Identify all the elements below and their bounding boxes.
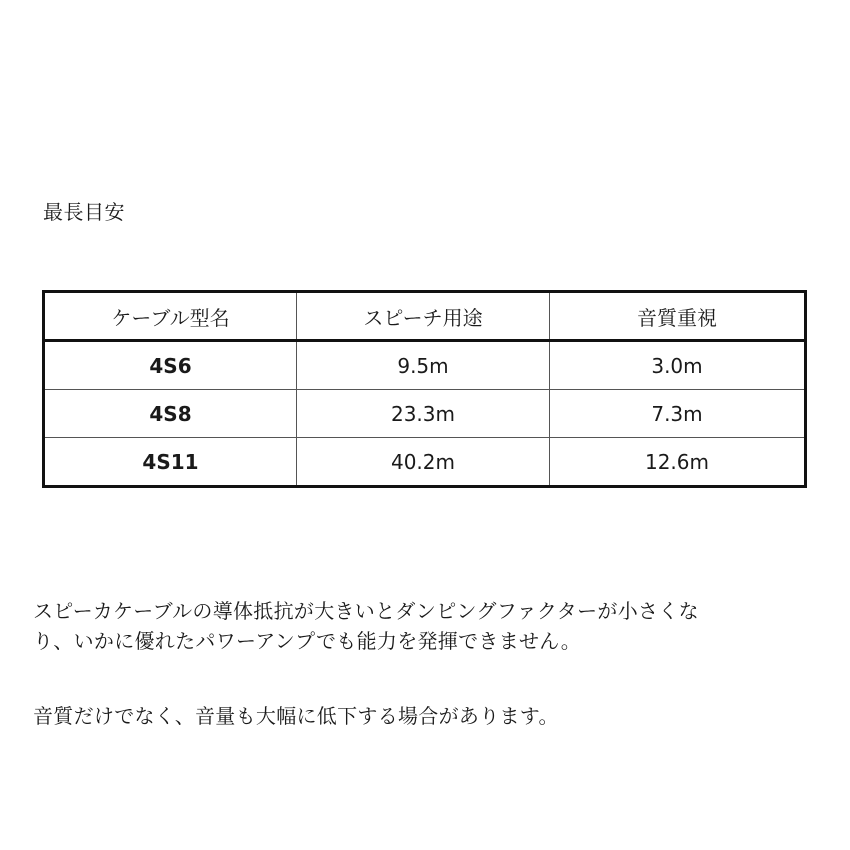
table-row bbox=[44, 438, 806, 487]
table-row bbox=[44, 390, 806, 438]
speech-length-cell: 40.2m bbox=[297, 438, 550, 487]
explanation-paragraph bbox=[33, 596, 823, 656]
speech-length-cell: 23.3m bbox=[297, 390, 550, 438]
section-heading: 最長目安 bbox=[43, 200, 125, 224]
table-row bbox=[44, 341, 806, 390]
note-paragraph: 音質だけでなく、音量も大幅に低下する場合があります。 bbox=[33, 704, 559, 728]
explanation-line-1: スピーカケーブルの導体抵抗が大きいとダンピングファクターが小さくな bbox=[33, 599, 699, 623]
quality-length-cell: 3.0m bbox=[550, 341, 806, 390]
column-header-cable-model: ケーブル型名 bbox=[44, 292, 297, 341]
cable-model-cell: 4S8 bbox=[44, 390, 297, 438]
cable-length-table bbox=[42, 290, 807, 488]
quality-length-cell: 12.6m bbox=[550, 438, 806, 487]
cable-model-cell: 4S6 bbox=[44, 341, 297, 390]
explanation-line-2: り、いかに優れたパワーアンプでも能力を発揮できません。 bbox=[33, 629, 582, 653]
column-header-speech-use: スピーチ用途 bbox=[297, 292, 550, 341]
table-header-row bbox=[44, 292, 806, 341]
cable-model-cell: 4S11 bbox=[44, 438, 297, 487]
quality-length-cell: 7.3m bbox=[550, 390, 806, 438]
speech-length-cell: 9.5m bbox=[297, 341, 550, 390]
column-header-sound-quality: 音質重視 bbox=[550, 292, 806, 341]
